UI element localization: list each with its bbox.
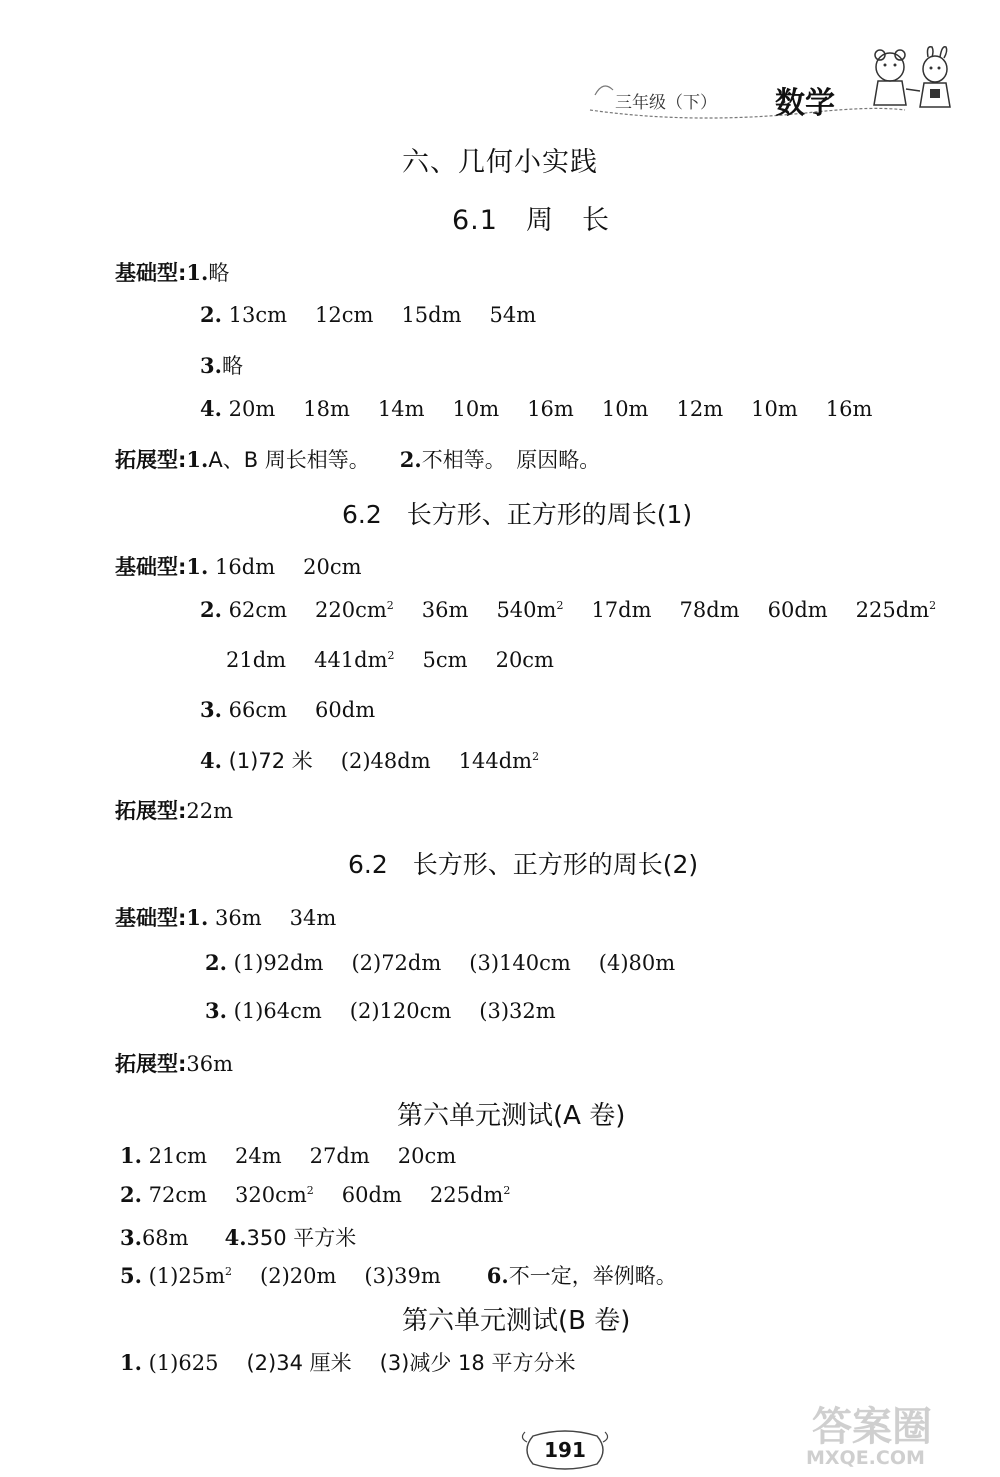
answer-item: (3)39m <box>364 1264 441 1288</box>
question-number: 1. <box>120 1350 142 1375</box>
extension-label: 拓展型: <box>115 448 187 472</box>
question-number: 1. <box>186 554 209 579</box>
answer-text: 350 平方米 <box>246 1226 357 1250</box>
s61-q4 <box>200 396 872 421</box>
answer-item: (3)32m <box>479 999 556 1023</box>
question-number: 5. <box>120 1263 142 1288</box>
answer-item: 12m <box>676 397 724 421</box>
basic-label: 基础型: <box>115 555 187 579</box>
answer-item: 78dm <box>679 598 740 622</box>
superscript: 2 <box>306 1184 314 1197</box>
testa-q5-q6 <box>120 1260 677 1290</box>
question-number: 3. <box>120 1225 142 1250</box>
answer-item: 5cm <box>422 648 468 672</box>
answer-item: (2)34 厘米 <box>246 1351 352 1375</box>
question-number: 3. <box>200 697 222 722</box>
answer-item-area <box>315 598 394 622</box>
answer-item: 24m <box>235 1144 282 1168</box>
answer-item: 20cm <box>495 648 554 672</box>
question-number: 3. <box>205 998 227 1023</box>
answer-item: 27dm <box>309 1144 370 1168</box>
answer-item: 15dm <box>401 303 462 327</box>
watermark <box>800 1395 995 1475</box>
answer-item: 225dm <box>855 598 930 622</box>
answer-item-area <box>430 1183 510 1207</box>
answer-item: 16dm <box>215 555 276 579</box>
superscript: 2 <box>929 599 937 612</box>
header-subject: 数学 <box>775 86 835 121</box>
superscript: 2 <box>225 1265 233 1278</box>
superscript: 2 <box>387 649 395 662</box>
testa-q2 <box>120 1182 510 1207</box>
watermark-bottom: MXQE.COM <box>806 1447 925 1469</box>
question-number: 1. <box>120 1143 142 1168</box>
answer-item: 10m <box>601 397 649 421</box>
answer-item: 225dm <box>429 1183 504 1207</box>
page-header <box>575 40 975 140</box>
testa-q3-q4 <box>120 1222 356 1252</box>
s61-basic-q1 <box>115 257 229 287</box>
watermark-top: 答案圈 <box>812 1404 932 1450</box>
answer-item: (2)120cm <box>349 999 452 1023</box>
s62b-basic-q1 <box>115 902 336 932</box>
s62a-q4 <box>200 745 539 775</box>
question-number: 1. <box>186 260 209 285</box>
answer-item-area <box>856 598 936 622</box>
question-number: 4. <box>224 1225 247 1250</box>
page-number: 191 <box>544 1438 586 1462</box>
answer-item: 18m <box>303 397 350 421</box>
answer-item: 20m <box>228 397 276 421</box>
s62a-q2-continued <box>226 648 554 672</box>
page-number-badge <box>515 1428 615 1472</box>
answer-item: (1)64cm <box>233 999 322 1023</box>
question-number: 1. <box>186 905 209 930</box>
answer-item: 144dm <box>458 749 533 773</box>
question-number: 2. <box>399 447 422 472</box>
s62b-extension <box>115 1048 233 1078</box>
answer-item: (2)72dm <box>351 951 442 975</box>
superscript: 2 <box>386 599 394 612</box>
answer-item: (1)92dm <box>233 951 324 975</box>
testa-q1 <box>120 1143 456 1168</box>
answer-item: 21cm <box>148 1144 208 1168</box>
answer-text: 不一定，举例略。 <box>508 1264 677 1288</box>
answer-item: 10m <box>452 397 500 421</box>
answer-item: 72cm <box>148 1183 208 1207</box>
answer-item: 220cm <box>315 598 387 622</box>
answer-item: (4)80m <box>598 951 676 975</box>
answer-text: 不相等。 原因略。 <box>421 448 601 472</box>
answer-item: 36m <box>215 906 262 930</box>
chapter-title: 六、几何小实践 <box>402 147 598 178</box>
answer-item-area <box>314 648 394 672</box>
s61-extension <box>115 444 600 474</box>
section-title-test-a: 第六单元测试(A 卷) <box>397 1101 626 1131</box>
answer-item: 14m <box>377 397 425 421</box>
question-number: 2. <box>120 1182 142 1207</box>
answer-item: 441dm <box>314 648 388 672</box>
answer-item-area <box>496 598 563 622</box>
answer-item: 34m <box>289 906 337 930</box>
answer-item-area <box>235 1183 314 1207</box>
answer-text: A、B 周长相等。 <box>208 448 370 472</box>
superscript: 2 <box>503 1184 511 1197</box>
section-title-6-2-1: 6.2 长方形、正方形的周长(1) <box>342 500 693 529</box>
answer-item: 60dm <box>767 598 828 622</box>
question-number: 2. <box>200 597 222 622</box>
s61-q3 <box>200 350 243 380</box>
answer-item: 20cm <box>397 1144 457 1168</box>
answer-item: 54m <box>489 303 537 327</box>
answer-text: 略 <box>221 354 243 378</box>
s62a-q2 <box>200 597 936 622</box>
answer-item: 36m <box>421 598 469 622</box>
s62a-extension <box>115 795 233 825</box>
answer-item: (3)减少 18 平方分米 <box>379 1351 576 1375</box>
basic-label: 基础型: <box>115 906 187 930</box>
superscript: 2 <box>532 750 540 763</box>
answer-item: 62cm <box>228 598 288 622</box>
answer-item: (1)25m <box>148 1264 226 1288</box>
s62b-q2 <box>205 950 675 975</box>
answer-item-area <box>149 1264 232 1288</box>
s61-q2 <box>200 302 536 327</box>
answer-item: 12cm <box>315 303 374 327</box>
answer-item: 320cm <box>235 1183 307 1207</box>
cartoon-animals-icon <box>860 45 970 125</box>
section-title-6-2-2: 6.2 长方形、正方形的周长(2) <box>348 850 699 879</box>
answer-item-area <box>459 749 539 773</box>
answer-text: 22m <box>186 799 234 823</box>
answer-item: 21dm <box>226 648 287 672</box>
question-number: 3. <box>200 353 222 378</box>
answer-item: 66cm <box>228 698 288 722</box>
question-number: 2. <box>200 302 222 327</box>
answer-item: (1)625 <box>148 1351 219 1375</box>
answer-item: (2)48dm <box>340 749 431 773</box>
section-title-test-b: 第六单元测试(B 卷) <box>402 1306 631 1336</box>
header-grade: 三年级（下） <box>615 93 717 113</box>
question-number: 2. <box>205 950 227 975</box>
answer-item: (1)72 米 <box>228 749 313 773</box>
answer-item: 540m <box>496 598 557 622</box>
answer-item: 60dm <box>341 1183 402 1207</box>
question-number: 6. <box>486 1263 509 1288</box>
question-number: 4. <box>200 748 222 773</box>
answer-item: 10m <box>751 397 798 421</box>
answer-item: 16m <box>825 397 873 421</box>
question-number: 4. <box>200 396 222 421</box>
answer-item: 17dm <box>591 598 652 622</box>
section-title-6-1: 6.1 周 长 <box>452 205 610 236</box>
answer-item: (2)20m <box>260 1264 337 1288</box>
superscript: 2 <box>556 599 564 612</box>
s62a-basic-q1 <box>115 551 362 581</box>
answer-item: 16m <box>527 397 574 421</box>
answer-item: 20cm <box>303 555 362 579</box>
answer-text: 略 <box>208 261 230 285</box>
s62a-q3 <box>200 697 375 722</box>
answer-item: (3)140cm <box>469 951 571 975</box>
basic-label: 基础型: <box>115 261 187 285</box>
extension-label: 拓展型: <box>115 799 187 823</box>
s62b-q3 <box>205 998 556 1023</box>
question-number: 1. <box>186 447 209 472</box>
answer-text: 68m <box>141 1226 189 1250</box>
answer-text: 36m <box>186 1052 234 1076</box>
extension-label: 拓展型: <box>115 1052 187 1076</box>
answer-item: 13cm <box>228 303 288 327</box>
answer-item: 60dm <box>315 698 376 722</box>
testb-q1 <box>120 1347 575 1377</box>
